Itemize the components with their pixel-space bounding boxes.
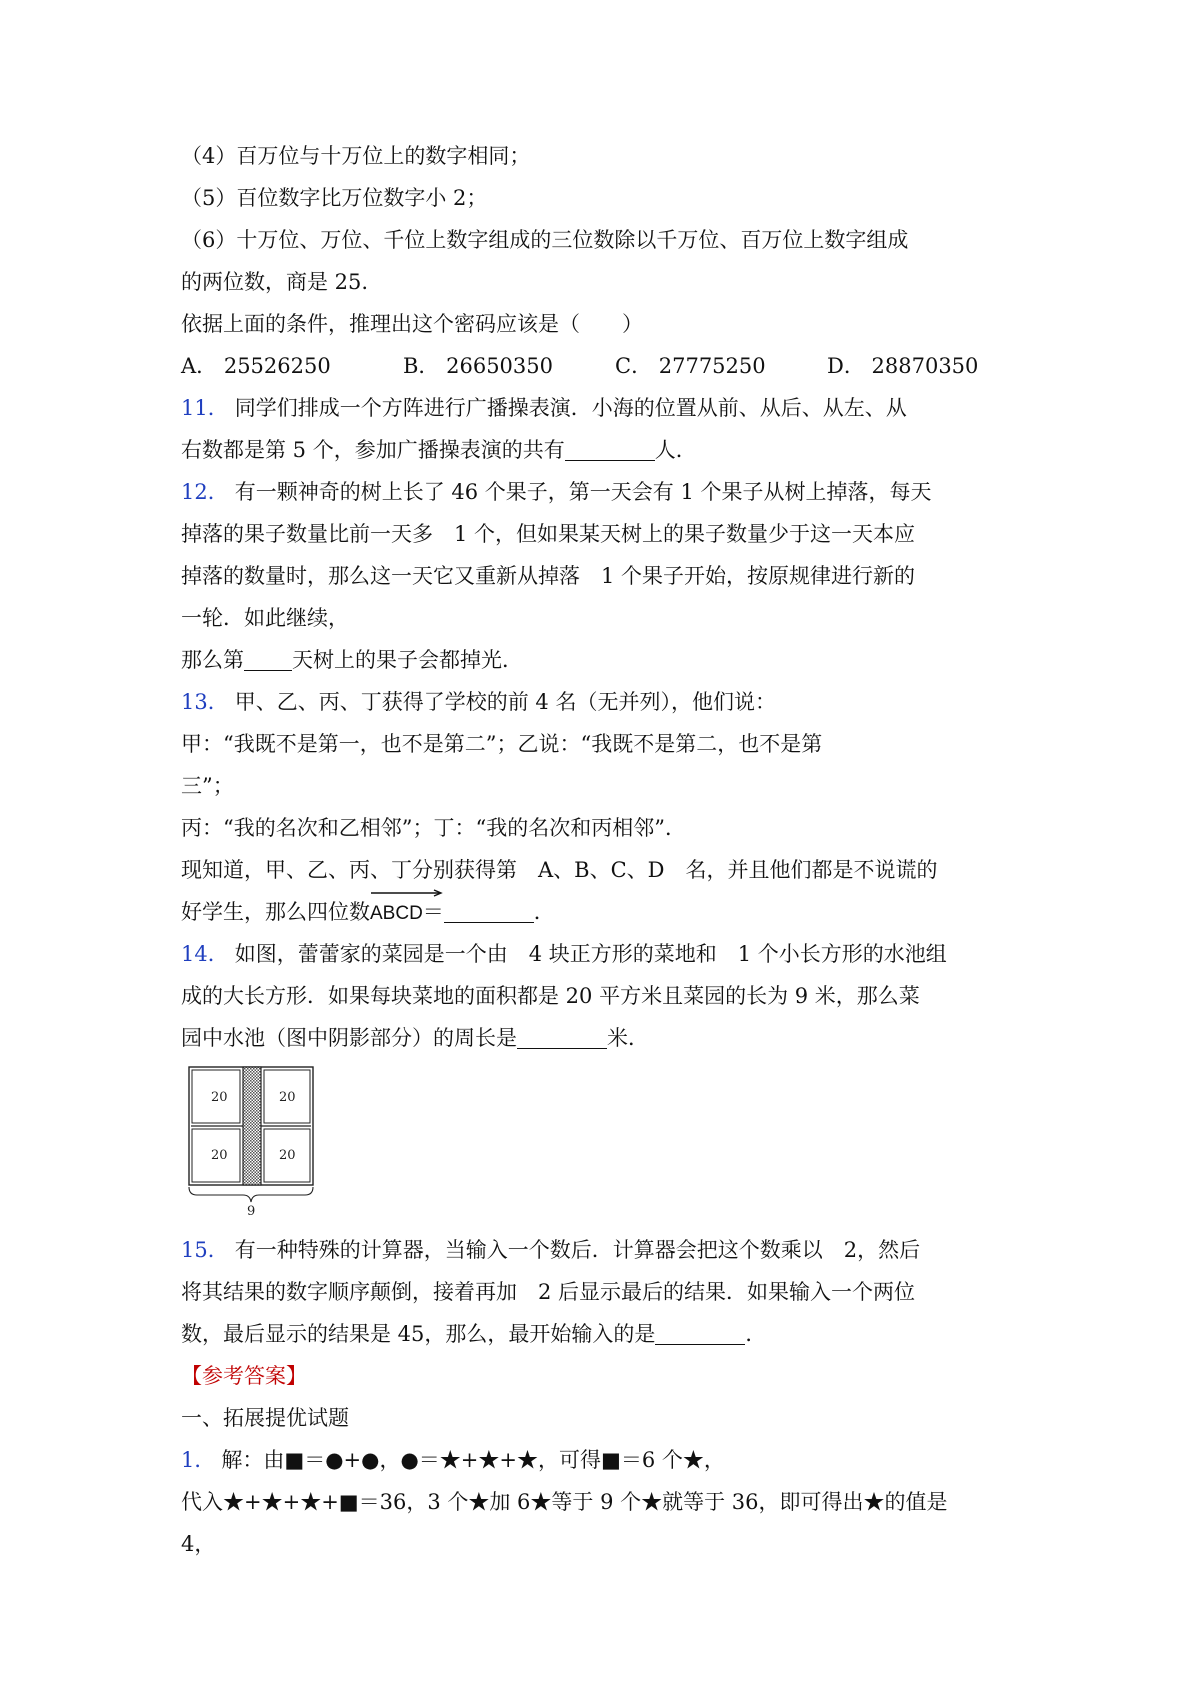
vector-abcd bbox=[370, 893, 423, 935]
answer-1-number: 1． bbox=[181, 1448, 216, 1472]
q12-line2: 掉落的果子数量比前一天多 1 个，但如果某天树上的果子数量少于这一天本应 bbox=[181, 522, 916, 546]
plot-area-label: 20 bbox=[279, 1090, 296, 1105]
q12-text: 有一颗神奇的树上长了 46 个果子，第一天会有 1 个果子从树上掉落，每天 bbox=[234, 480, 932, 504]
length-brace bbox=[189, 1187, 313, 1202]
q11-text-2: 右数都是第 5 个，参加广播操表演的共有 bbox=[181, 438, 565, 462]
length-label: 9 bbox=[247, 1204, 256, 1215]
option-a[interactable]: A． 25526250 bbox=[181, 354, 331, 378]
q15-line3 bbox=[181, 1313, 1021, 1355]
q11-text: 同学们排成一个方阵进行广播操表演．小海的位置从前、从后、从左、从 bbox=[234, 396, 907, 420]
document-page bbox=[181, 135, 1021, 1565]
q13-line1 bbox=[181, 681, 1021, 723]
q15-answer-blank[interactable] bbox=[655, 1318, 745, 1345]
answer-1-line2: 代入★+★+★+■＝36，3 个★加 6★等于 9 个★就等于 36，即可得出★的值是 bbox=[181, 1490, 948, 1514]
q12-line3: 掉落的数量时，那么这一天它又重新从掉落 1 个果子开始，按原规律进行新的 bbox=[181, 564, 916, 588]
q15-period: ． bbox=[745, 1322, 767, 1346]
q11-line1 bbox=[181, 387, 1021, 429]
answer-1-text: 解：由■＝●+●，●＝★+★+★，可得■＝6 个★， bbox=[221, 1448, 725, 1472]
q11-answer-blank[interactable] bbox=[565, 434, 655, 461]
q13-answer-blank[interactable] bbox=[444, 896, 534, 923]
q13-line4: 丙：“我的名次和乙相邻”；丁：“我的名次和丙相邻”． bbox=[181, 816, 686, 840]
answer-options bbox=[181, 345, 1021, 387]
q13-number: 13． bbox=[181, 690, 229, 714]
q13-line2: 甲：“我既不是第一，也不是第二”；乙说：“我既不是第二，也不是第 bbox=[181, 732, 823, 756]
q14-answer-blank[interactable] bbox=[517, 1022, 607, 1049]
q14-unit: 米． bbox=[607, 1026, 649, 1050]
answer-section-title: 一、拓展提优试题 bbox=[181, 1406, 349, 1430]
question-prompt: 依据上面的条件，推理出这个密码应该是（ ） bbox=[181, 312, 643, 336]
q14-line1 bbox=[181, 933, 1021, 975]
q12-text-5b: 天树上的果子会都掉光． bbox=[292, 648, 523, 672]
q13-line3: 三”； bbox=[181, 774, 234, 798]
q15-text-3: 数，最后显示的结果是 45，那么，最开始输入的是 bbox=[181, 1322, 656, 1346]
q15-text: 有一种特殊的计算器，当输入一个数后．计算器会把这个数乘以 2，然后 bbox=[234, 1238, 921, 1262]
condition-4: （4）百万位与十万位上的数字相同； bbox=[181, 144, 531, 168]
q14-text-3: 园中水池（图中阴影部分）的周长是 bbox=[181, 1026, 517, 1050]
condition-6: （6）十万位、万位、千位上数字组成的三位数除以千万位、百万位上数字组成 bbox=[181, 228, 909, 252]
option-d[interactable]: D． 28870350 bbox=[827, 354, 979, 378]
plot-area-label: 20 bbox=[211, 1148, 228, 1163]
option-b[interactable]: B． 26650350 bbox=[403, 354, 553, 378]
vector-label: ABCD bbox=[370, 903, 423, 924]
condition-5: （5）百位数字比万位数字小 2； bbox=[181, 186, 488, 210]
q14-line3 bbox=[181, 1017, 1021, 1059]
plot-area-label: 20 bbox=[211, 1090, 228, 1105]
q13-text: 甲、乙、丙、丁获得了学校的前 4 名（无并列），他们说： bbox=[234, 690, 776, 714]
q13-period: ． bbox=[533, 900, 555, 924]
q13-line6 bbox=[181, 891, 1021, 933]
garden-diagram bbox=[187, 1065, 327, 1215]
q13-line5: 现知道，甲、乙、丙、丁分别获得第 A、B、C、D 名，并且他们都是不说谎的 bbox=[181, 858, 938, 882]
plot-area-label: 20 bbox=[279, 1148, 296, 1163]
condition-6-cont: 的两位数，商是 25. bbox=[181, 270, 369, 294]
q15-line1 bbox=[181, 1229, 1021, 1271]
answer-1-line3: 4， bbox=[181, 1532, 216, 1556]
q13-equals: ＝ bbox=[422, 900, 444, 924]
q12-text-5: 那么第 bbox=[181, 648, 244, 672]
q13-text-6: 好学生，那么四位数 bbox=[181, 900, 370, 924]
answer-1-line1 bbox=[181, 1439, 1021, 1481]
q15-number: 15． bbox=[181, 1238, 229, 1262]
q11-unit: 人． bbox=[654, 438, 697, 462]
q11-number: 11． bbox=[181, 396, 229, 420]
q12-line5 bbox=[181, 639, 1021, 681]
option-c[interactable]: C． 27775250 bbox=[615, 354, 766, 378]
q14-text: 如图，蕾蕾家的菜园是一个由 4 块正方形的菜地和 1 个小长方形的水池组 bbox=[234, 942, 947, 966]
q15-line2: 将其结果的数字顺序颠倒，接着再加 2 后显示最后的结果．如果输入一个两位 bbox=[181, 1280, 916, 1304]
q12-line4: 一轮．如此继续， bbox=[181, 606, 349, 630]
vector-arrow-icon bbox=[370, 889, 444, 897]
q11-line2 bbox=[181, 429, 1021, 471]
garden-figure bbox=[187, 1065, 327, 1215]
q12-number: 12． bbox=[181, 480, 229, 504]
q12-answer-blank[interactable] bbox=[244, 644, 292, 671]
q14-line2: 成的大长方形．如果每块菜地的面积都是 20 平方米且菜园的长为 9 米，那么菜 bbox=[181, 984, 920, 1008]
pond-shaded bbox=[243, 1067, 261, 1185]
q14-number: 14． bbox=[181, 942, 229, 966]
answer-heading: 【参考答案】 bbox=[181, 1364, 307, 1388]
q12-line1 bbox=[181, 471, 1021, 513]
